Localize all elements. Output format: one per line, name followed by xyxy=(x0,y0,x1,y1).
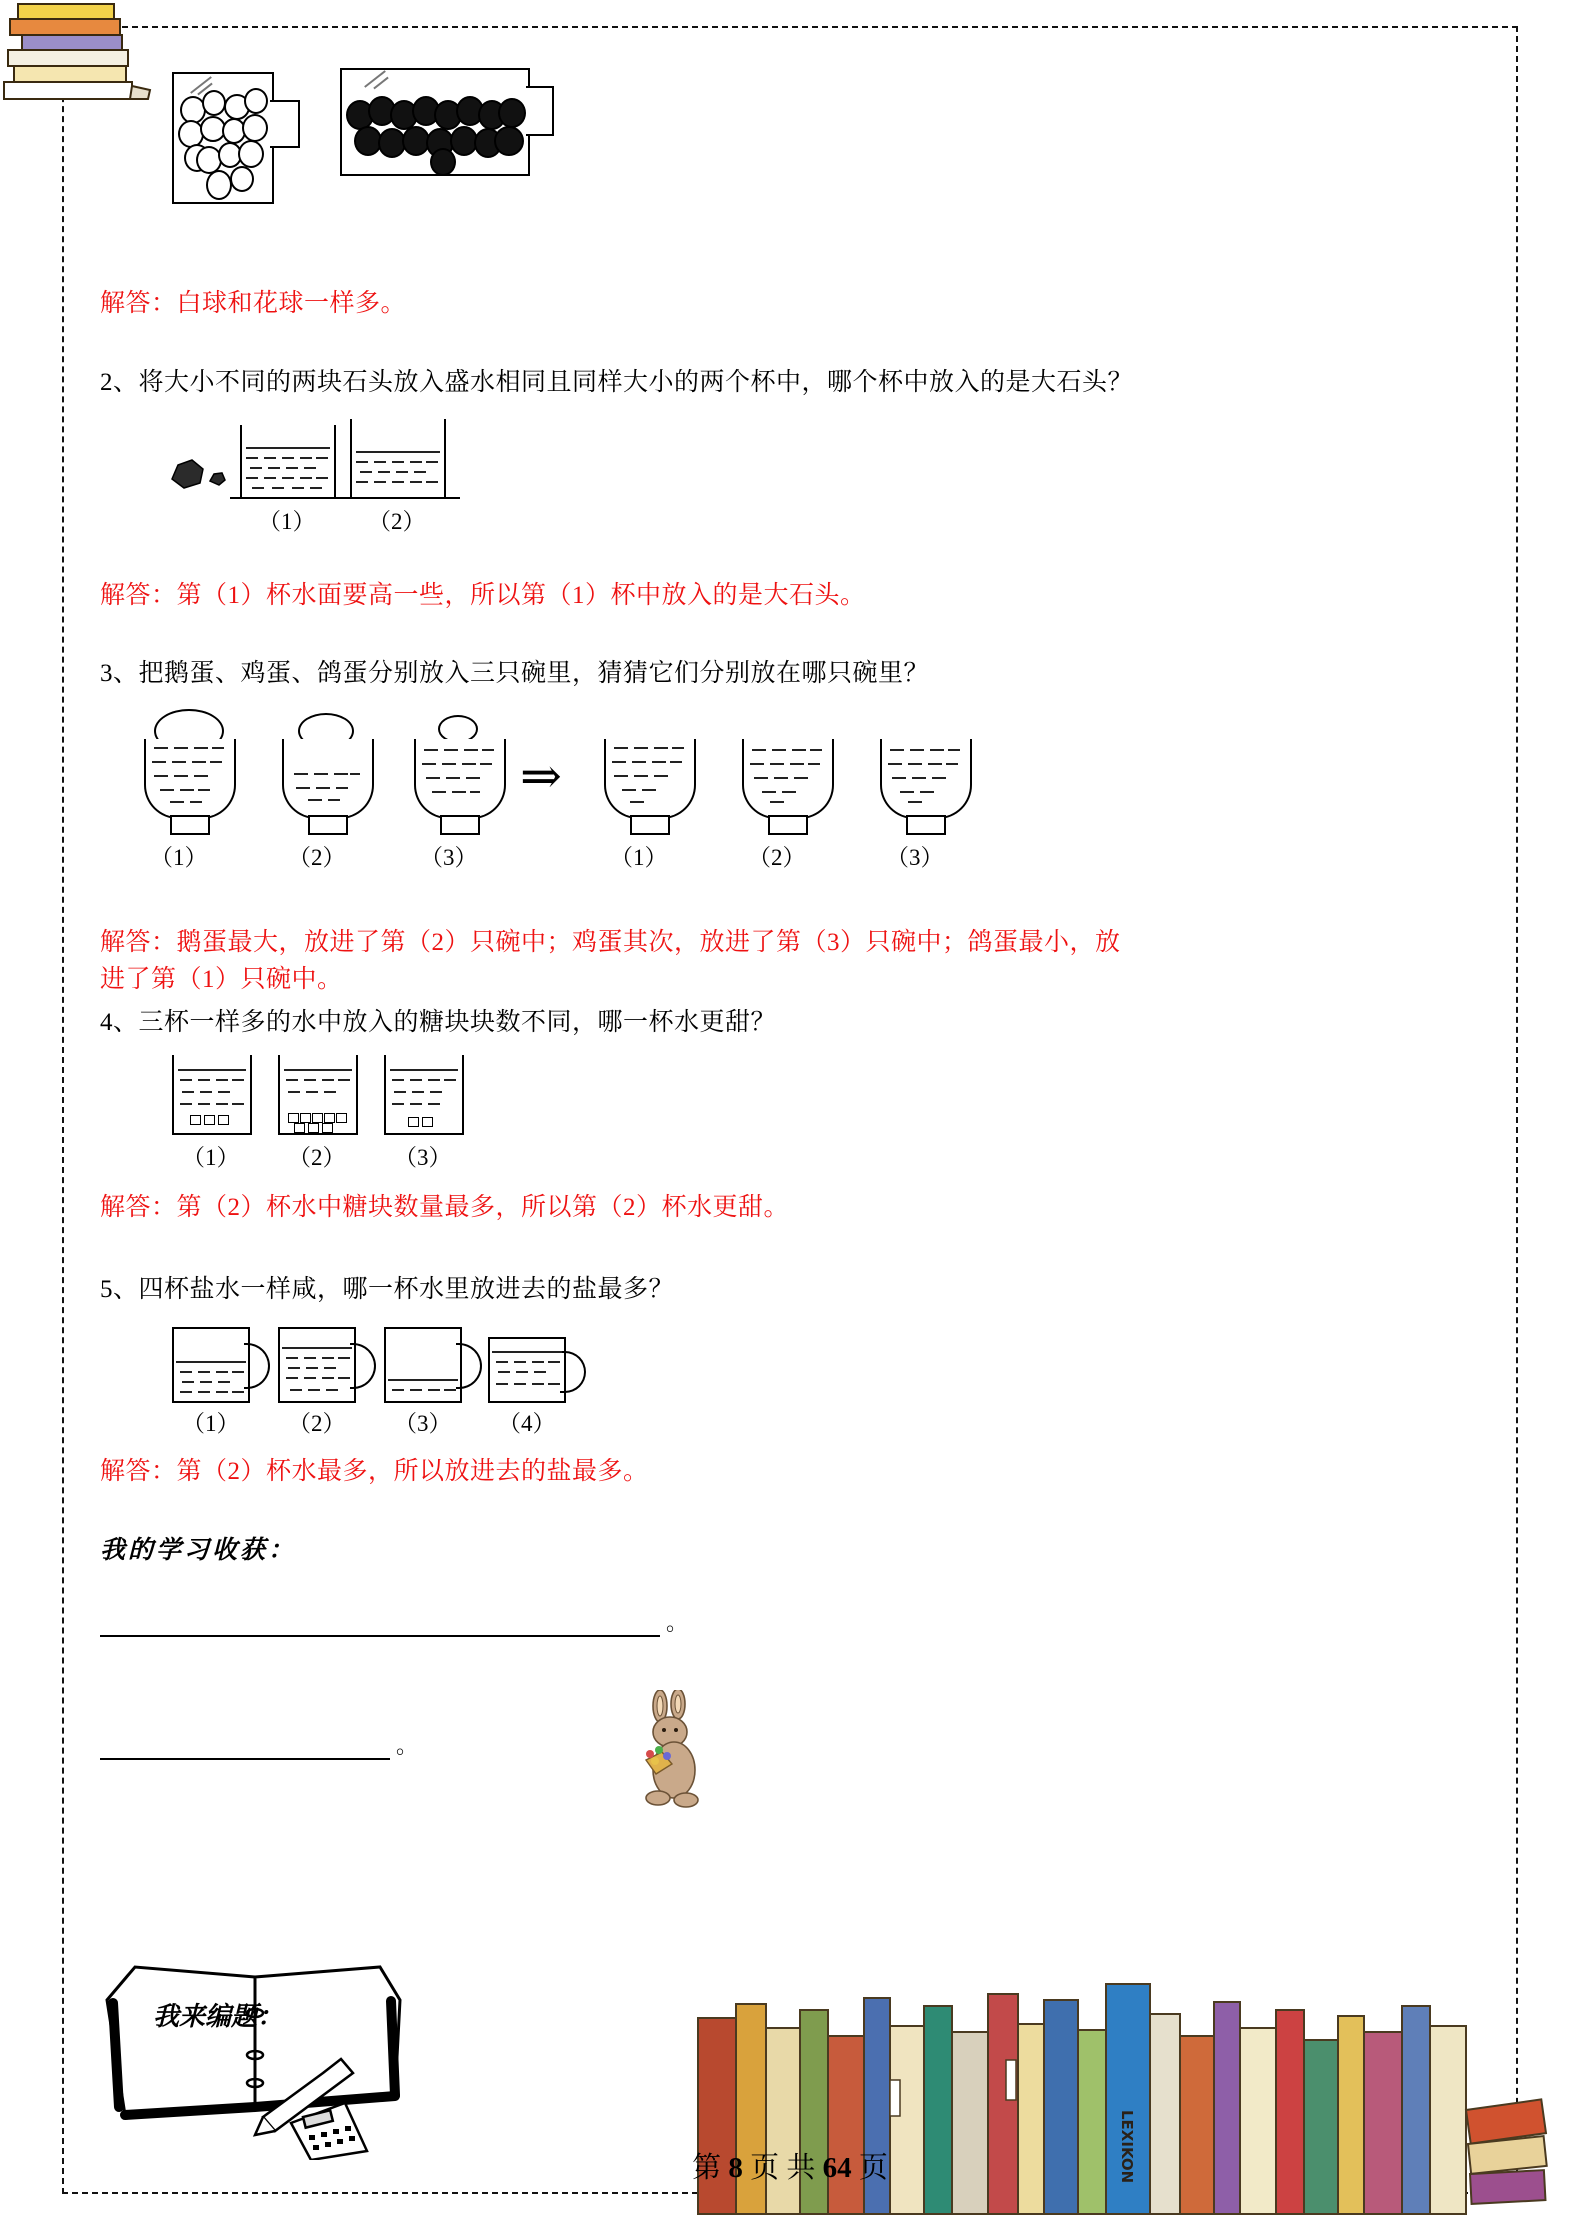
compose-label: 我来编题： xyxy=(153,2002,284,2032)
glass-2 xyxy=(278,1055,358,1135)
answer-5-text: 解答：第（2）杯水最多，所以放进去的盐最多。 xyxy=(100,1457,649,1485)
harvest-write-line-1[interactable] xyxy=(100,1634,660,1637)
beaker-1 xyxy=(240,425,336,499)
bowl-right-3 xyxy=(876,709,972,839)
harvest-label: 我的学习收获： xyxy=(100,1535,297,1564)
glass-1 xyxy=(172,1055,252,1135)
mug-2 xyxy=(278,1327,356,1403)
footer-suffix: 页 xyxy=(858,2152,888,2184)
bowl-3 xyxy=(410,709,506,839)
arrow-right-icon: ⇒ xyxy=(520,747,562,804)
harvest-period-2: 。 xyxy=(396,1733,419,1758)
question-5-text: 5、四杯盐水一样咸，哪一杯水里放进去的盐最多？ xyxy=(100,1276,675,1304)
glass-label-3: （3） xyxy=(394,1144,452,1170)
table-line xyxy=(230,497,460,499)
patterned-ball-box xyxy=(340,68,530,176)
figure-mugs xyxy=(100,1325,1420,1445)
glass-label-2: （2） xyxy=(288,1144,346,1170)
bowl-1 xyxy=(140,709,236,839)
question-2-text: 2、将大小不同的两块石头放入盛水相同且同样大小的两个杯中，哪个杯中放入的是大石头？ xyxy=(100,368,1134,396)
bowl-label-1: （1） xyxy=(150,844,208,870)
answer-1-text: 解答：白球和花球一样多。 xyxy=(100,290,407,317)
figure-balls xyxy=(100,60,1420,225)
question-3-text: 3、把鹅蛋、鸡蛋、鸽蛋分别放入三只碗里，猜猜它们分别放在哪只碗里？ xyxy=(100,660,930,688)
worksheet-content xyxy=(100,60,1420,1760)
answer-3-line-1: 解答：鹅蛋最大，放进了第（2）只碗中；鸡蛋其次，放进了第（3）只碗中；鸽蛋最小，放 xyxy=(100,928,1121,956)
beaker-2 xyxy=(350,419,446,499)
bowl-label-2: （2） xyxy=(288,844,346,870)
notebook-illustration xyxy=(95,1955,425,2160)
white-ball-box xyxy=(172,72,274,204)
figure-bowls xyxy=(100,709,1420,884)
white-box-tab xyxy=(270,100,300,148)
bowl-right-label-1: （1） xyxy=(610,844,668,870)
footer-middle: 页 共 xyxy=(750,2152,816,2184)
bowl-label-3: （3） xyxy=(420,844,478,870)
svg-text:LEXIKON: LEXIKON xyxy=(1118,2110,1136,2184)
mug-label-1: （1） xyxy=(182,1410,240,1436)
harvest-period-1: 。 xyxy=(666,1610,689,1635)
beaker-label-2: （2） xyxy=(368,508,426,534)
footer-total-pages: 64 xyxy=(822,2152,852,2184)
beaker-label-1: （1） xyxy=(258,508,316,534)
answer-4-text: 解答：第（2）杯水中糖块数量最多，所以第（2）杯水更甜。 xyxy=(100,1193,790,1221)
glass-3 xyxy=(384,1055,464,1135)
bowl-2 xyxy=(278,709,374,839)
bowl-right-1 xyxy=(600,709,696,839)
footer-prefix: 第 xyxy=(692,2152,722,2184)
mug-label-4: （4） xyxy=(498,1410,556,1436)
footer-page-number: 8 xyxy=(728,2152,743,2184)
page-footer xyxy=(0,2145,1580,2186)
answer-2-text: 解答：第（1）杯水面要高一些，所以第（1）杯中放入的是大石头。 xyxy=(100,581,866,609)
bowl-right-2 xyxy=(738,709,834,839)
bowl-right-label-2: （2） xyxy=(748,844,806,870)
rabbit-illustration xyxy=(628,1690,718,1815)
answer-3-line-2: 进了第（1）只碗中。 xyxy=(100,966,343,993)
mug-1 xyxy=(172,1327,250,1403)
figure-beakers xyxy=(100,419,1420,534)
stone-illustration xyxy=(170,457,230,491)
patterned-box-tab xyxy=(526,86,554,136)
mug-label-2: （2） xyxy=(288,1410,346,1436)
question-4-text: 4、三杯一样多的水中放入的糖块块数不同，哪一杯水更甜？ xyxy=(100,1008,777,1036)
mug-label-3: （3） xyxy=(394,1410,452,1436)
bowl-right-label-3: （3） xyxy=(886,844,944,870)
mug-4 xyxy=(488,1337,566,1403)
harvest-write-line-2[interactable] xyxy=(100,1757,390,1760)
mug-3 xyxy=(384,1327,462,1403)
figure-glasses xyxy=(100,1055,1420,1175)
glass-label-1: （1） xyxy=(182,1144,240,1170)
